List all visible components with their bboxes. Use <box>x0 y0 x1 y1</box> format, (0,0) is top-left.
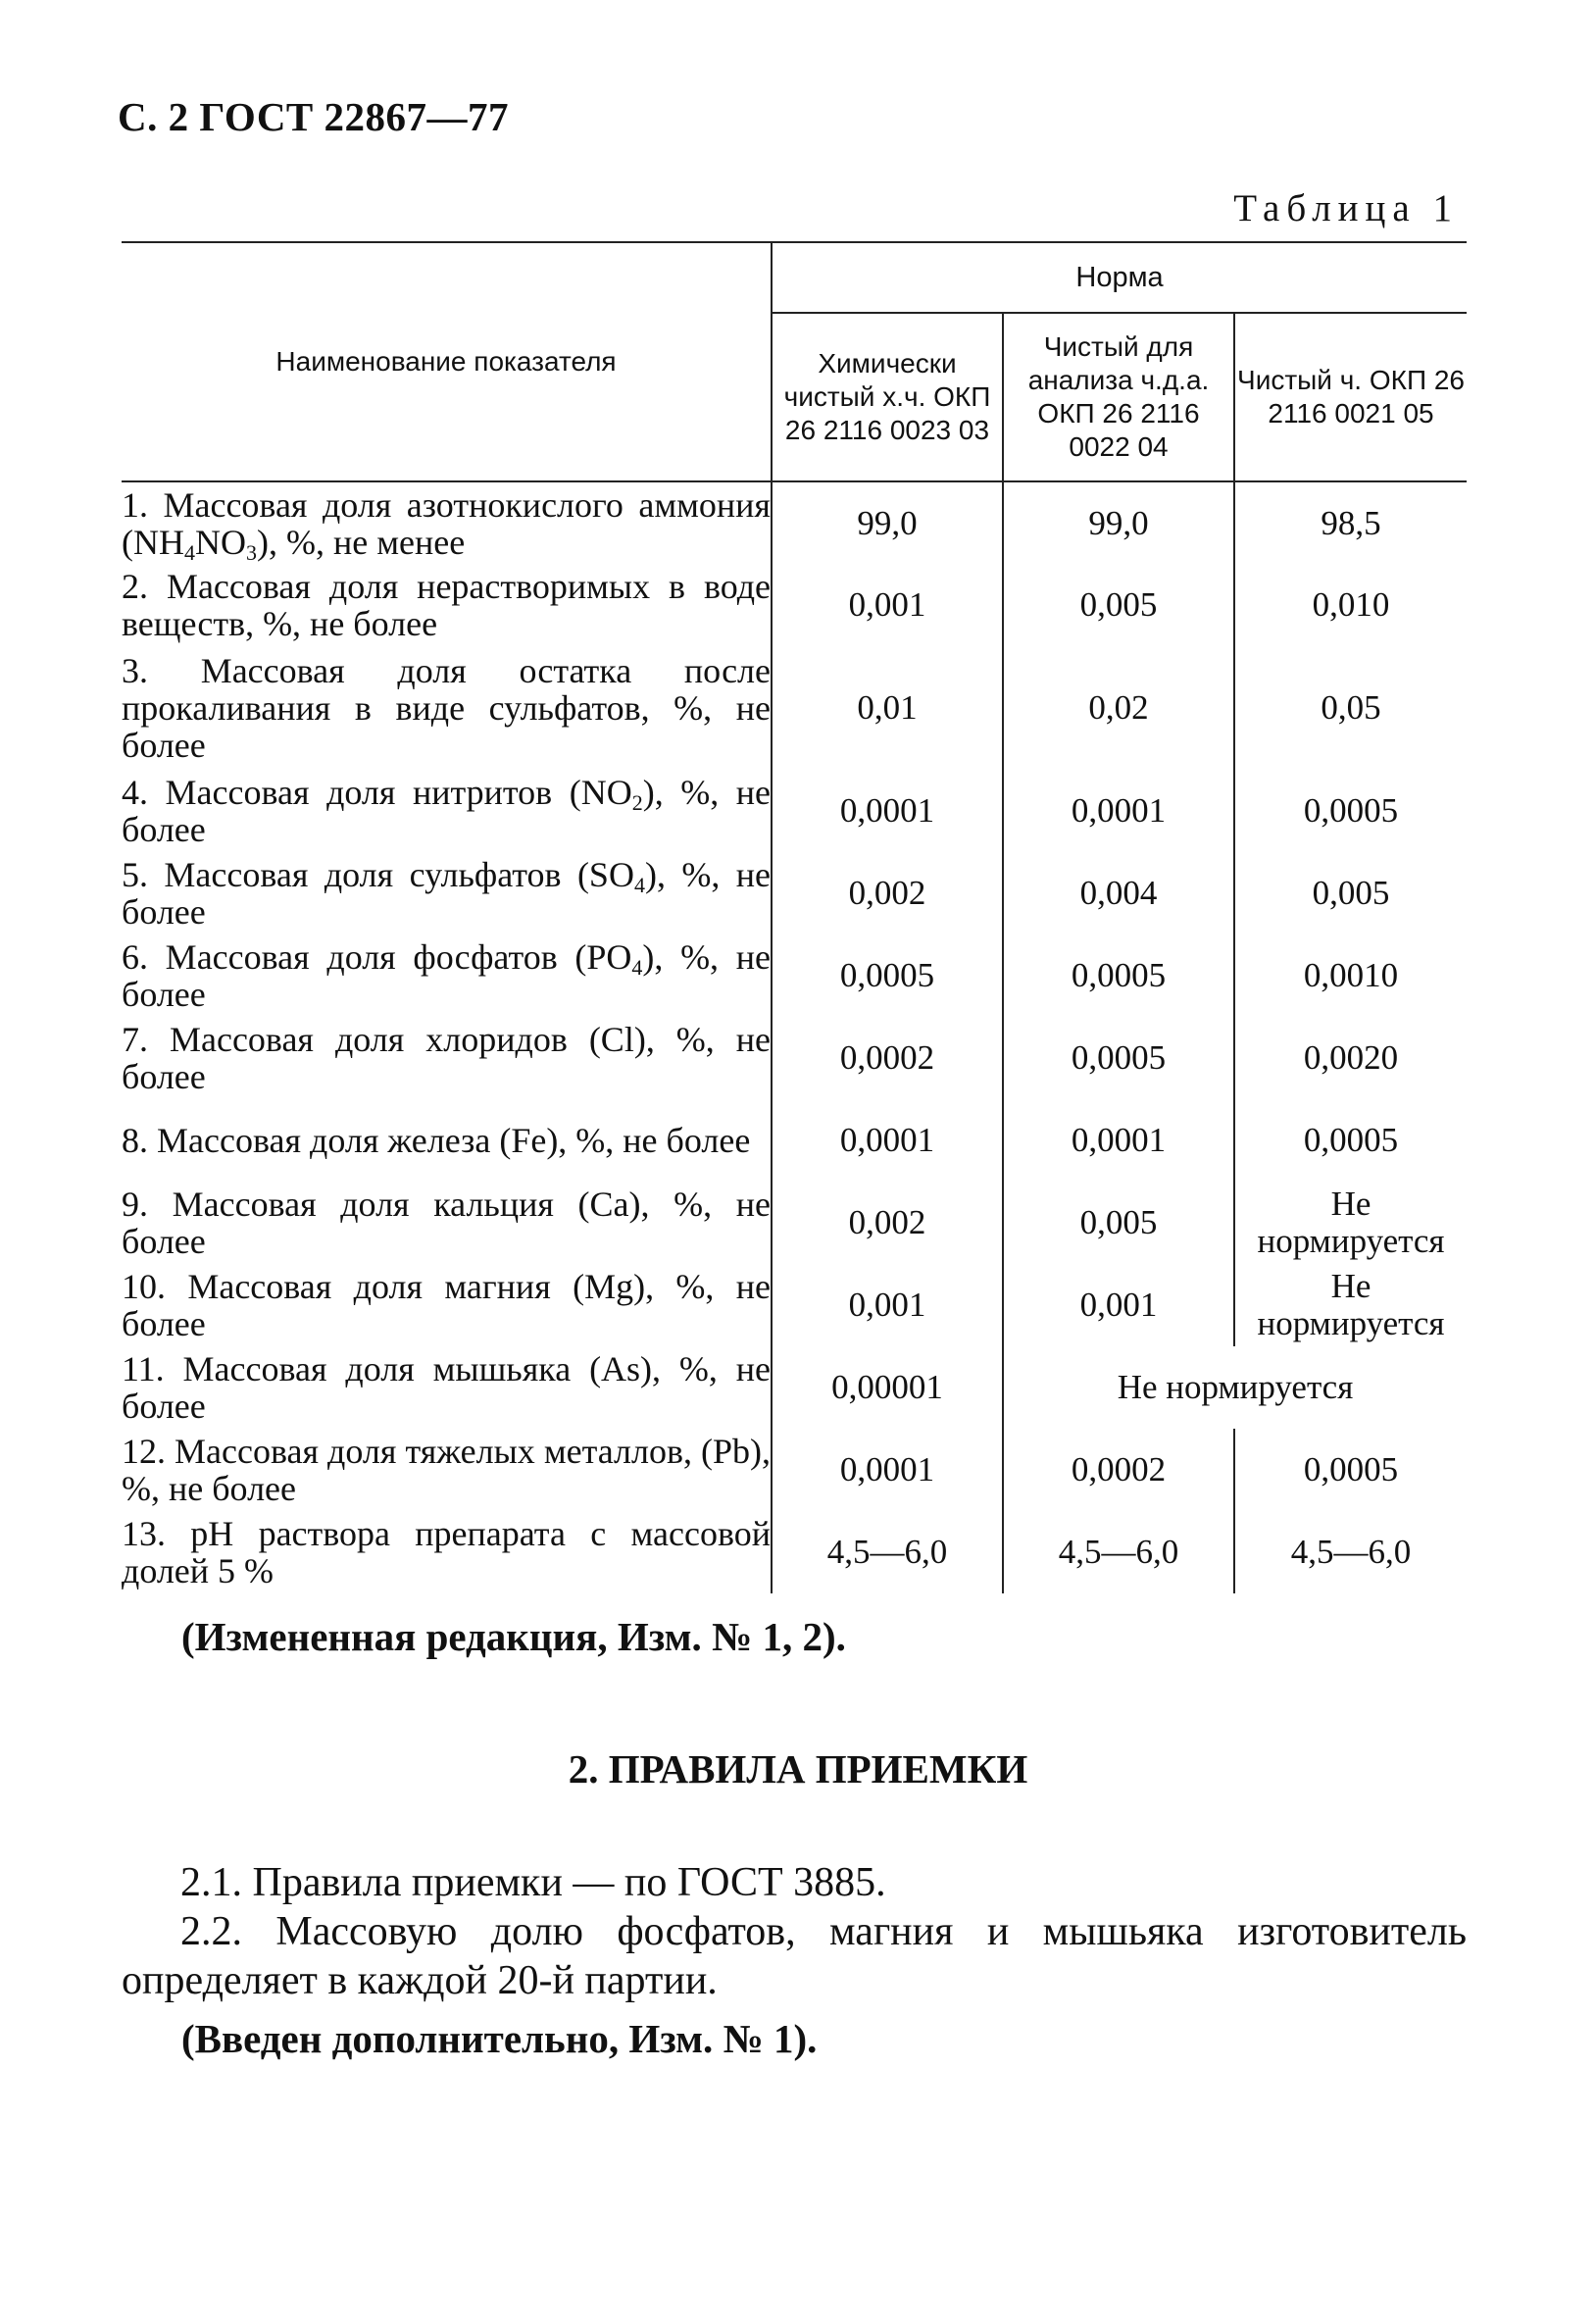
table-row <box>122 481 1467 564</box>
indicator-name <box>122 770 772 852</box>
indicator-text: 4. Массовая доля нитритов (NO <box>122 773 632 812</box>
indicator-text: 12. Массовая доля тяжелых металлов, (Pb), %, не более <box>122 1432 771 1508</box>
table-caption: Таблица 1 <box>1233 187 1459 229</box>
table-row <box>122 1429 1467 1511</box>
value-pure: 0,0020 <box>1303 1038 1399 1077</box>
page-header: С. 2 ГОСТ 22867—77 <box>118 94 510 139</box>
indicator-text: ), %, не более <box>122 855 771 932</box>
value-analytical: 0,005 <box>1003 564 1234 646</box>
table-row <box>122 1182 1467 1264</box>
formula-subscript: 4 <box>183 539 195 565</box>
value-chemically-pure: 0,0001 <box>839 1121 935 1159</box>
table-row <box>122 646 1467 770</box>
value-pure: 4,5—6,0 <box>1290 1533 1412 1571</box>
value-analytical: 0,004 <box>1003 852 1234 934</box>
table-row <box>122 1099 1467 1182</box>
value-analytical: 99,0 <box>1003 481 1234 564</box>
value-analytical: 0,001 <box>1003 1264 1234 1346</box>
formula-subscript: 4 <box>631 955 643 980</box>
header-norm: Норма <box>772 242 1467 313</box>
indicator-text: 8. Массовая доля железа (Fe), %, не более <box>122 1121 751 1160</box>
table-row <box>122 852 1467 934</box>
value-analytical: 0,0002 <box>1003 1429 1234 1511</box>
indicator-text: 13. pH раствора препарата с массовой долей 5 % <box>122 1514 771 1590</box>
value-chemically-pure: 0,0005 <box>839 956 935 994</box>
value-analytical: 0,0005 <box>1003 1017 1234 1099</box>
indicator-name <box>122 934 772 1017</box>
indicator-text: 9. Массовая доля кальция (Ca), %, не более <box>122 1185 771 1261</box>
header-grade-chemically-pure: Химически чистый х.ч. ОКП 26 2116 0023 03 <box>772 313 1003 481</box>
indicator-text: 6. Массовая доля фосфатов (PO <box>122 937 632 977</box>
value-chemically-pure: 0,002 <box>848 874 926 912</box>
indicator-text: 7. Массовая доля хлоридов (Cl), %, не более <box>122 1020 771 1096</box>
value-chemically-pure: 0,00001 <box>831 1368 943 1406</box>
indicator-text: 10. Массовая доля магния (Mg), %, не более <box>122 1267 771 1343</box>
value-not-normalized-merged: Не нормируется <box>1003 1346 1467 1429</box>
indicator-text: 2. Массовая доля нерастворимых в воде веществ, %, не более <box>122 567 771 643</box>
header-grade-pure: Чистый ч. ОКП 26 2116 0021 05 <box>1234 313 1467 481</box>
table-row <box>122 770 1467 852</box>
amendment-note: (Измененная редакция, Изм. № 1, 2). <box>181 1614 846 1659</box>
indicator-text: NO <box>194 522 246 562</box>
value-chemically-pure: 4,5—6,0 <box>826 1533 948 1571</box>
indicator-text: 1. Массовая доля азотнокислого аммония (NH <box>122 484 771 562</box>
formula-subscript: 4 <box>633 873 645 897</box>
value-chemically-pure: 0,0002 <box>839 1038 935 1077</box>
value-pure: 0,005 <box>1312 874 1390 912</box>
paragraph-2-1: 2.1. Правила приемки — по ГОСТ 3885. <box>180 1860 886 1905</box>
section-title: 2. ПРАВИЛА ПРИЕМКИ <box>568 1746 1028 1791</box>
indicator-name <box>122 1429 772 1511</box>
value-chemically-pure: 0,0001 <box>839 791 935 830</box>
value-pure: 0,0010 <box>1303 956 1399 994</box>
value-pure: 0,0005 <box>1303 1121 1399 1159</box>
value-pure: Не нормируется <box>1257 1185 1445 1260</box>
indicator-name <box>122 1511 772 1593</box>
value-chemically-pure: 0,002 <box>848 1203 926 1241</box>
indicator-text: ), %, не более <box>122 773 771 849</box>
table-row <box>122 934 1467 1017</box>
indicator-text: 11. Массовая доля мышьяка (As), %, не более <box>122 1349 771 1426</box>
indicator-name <box>122 1264 772 1346</box>
table-row <box>122 1264 1467 1346</box>
value-analytical: 0,005 <box>1003 1182 1234 1264</box>
specification-table <box>122 241 1467 1593</box>
value-analytical: 0,0001 <box>1003 770 1234 852</box>
table-row <box>122 1511 1467 1593</box>
value-pure: Не нормируется <box>1257 1267 1445 1342</box>
indicator-text: ), %, не менее <box>256 522 466 562</box>
value-analytical: 0,0005 <box>1003 934 1234 1017</box>
indicator-name <box>122 1099 772 1182</box>
table-body <box>122 481 1467 1593</box>
value-chemically-pure: 0,001 <box>848 585 926 624</box>
table-row <box>122 1017 1467 1099</box>
value-chemically-pure: 99,0 <box>857 503 918 542</box>
formula-subscript: 3 <box>245 539 257 565</box>
value-chemically-pure: 0,0001 <box>839 1450 935 1488</box>
value-pure: 0,010 <box>1312 585 1390 624</box>
table-row <box>122 1346 1467 1429</box>
formula-subscript: 2 <box>631 790 643 815</box>
value-pure: 0,0005 <box>1303 791 1399 830</box>
table-row <box>122 564 1467 646</box>
value-pure: 98,5 <box>1321 503 1381 542</box>
indicator-name <box>122 1017 772 1099</box>
value-analytical: 0,02 <box>1003 646 1234 770</box>
header-grade-analytical: Чистый для анализа ч.д.а. ОКП 26 2116 0022 04 <box>1003 313 1234 481</box>
indicator-text: 5. Массовая доля сульфатов (SO <box>122 855 634 894</box>
indicator-name <box>122 1346 772 1429</box>
value-chemically-pure: 0,01 <box>857 688 918 727</box>
indicator-name <box>122 564 772 646</box>
indicator-name <box>122 481 772 564</box>
indicator-name <box>122 646 772 770</box>
indicator-name <box>122 1182 772 1264</box>
value-pure: 0,0005 <box>1303 1450 1399 1488</box>
value-analytical: 4,5—6,0 <box>1003 1511 1234 1593</box>
indicator-name <box>122 852 772 934</box>
indicator-text: 3. Массовая доля остатка после прокаливания в виде сульфатов, %, не более <box>122 651 771 765</box>
header-indicator-name: Наименование показателя <box>122 242 772 481</box>
indicator-text: ), %, не более <box>122 937 771 1014</box>
value-analytical: 0,0001 <box>1003 1099 1234 1182</box>
value-pure: 0,05 <box>1321 688 1381 727</box>
addition-note: (Введен дополнительно, Изм. № 1). <box>181 2016 818 2061</box>
value-chemically-pure: 0,001 <box>848 1286 926 1324</box>
paragraph-2-2: 2.2. Массовую долю фосфатов, магния и мышьяка изготовитель определяет в каждой 20-й партии. <box>122 1909 1467 2003</box>
